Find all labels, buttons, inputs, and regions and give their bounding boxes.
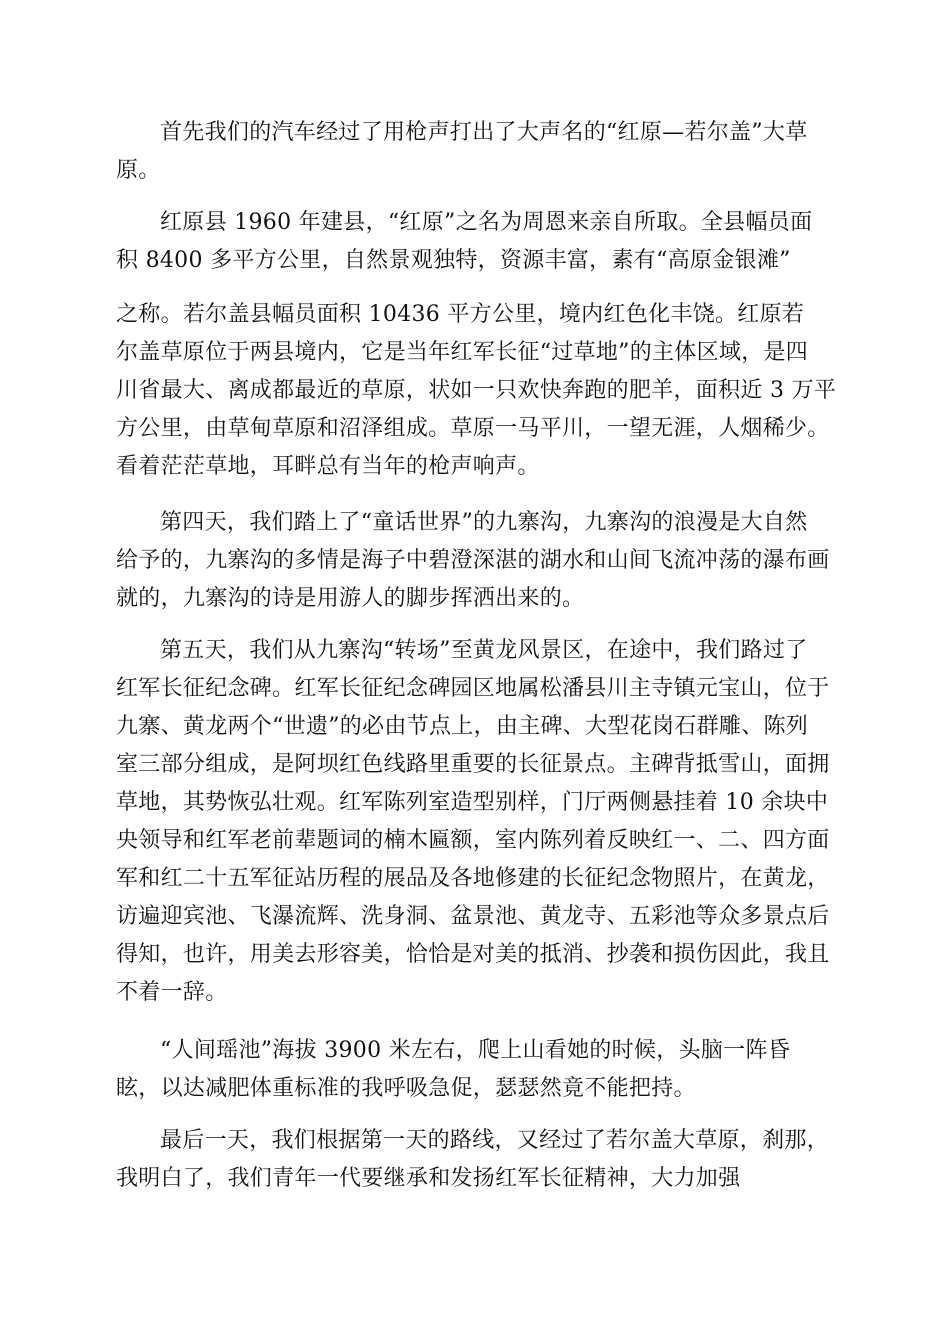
text-line: 最后一天，我们根据第一天的路线，又经过了若尔盖大草原，刹那， <box>160 1128 830 1153</box>
text-line: 央领导和红军老前辈题词的楠木匾额，室内陈列着反映红一、二、四方面 <box>116 828 830 853</box>
text-line: 不着一辞。 <box>116 980 228 1005</box>
text-line: 我明白了，我们青年一代要继承和发扬红军长征精神，大力加强 <box>116 1166 741 1191</box>
text-line: 方公里，由草甸草原和沼泽组成。草原一马平川，一望无涯，人烟稀少。 <box>116 416 830 441</box>
text-line: 得知，也许，用美去形容美，恰恰是对美的抵消、抄袭和损伤因此，我且 <box>116 942 830 967</box>
paragraph-day-five-huanglong <box>116 632 838 1012</box>
text-line: 草地，其势恢弘壮观。红军陈列室造型别样，门厅两侧悬挂着 10 余块中 <box>116 790 829 815</box>
text-line: 眩，以达减肥体重标准的我呼吸急促，瑟瑟然竟不能把持。 <box>116 1076 696 1101</box>
paragraph-zoige-grassland <box>116 296 838 486</box>
text-line: 之称。若尔盖县幅员面积 10436 平方公里，境内红色化丰饶。红原若 <box>116 302 805 327</box>
text-line: 军和红二十五军征站历程的展品及各地修建的长征纪念物照片，在黄龙， <box>116 866 830 891</box>
text-line: 看着茫茫草地，耳畔总有当年的枪声响声。 <box>116 454 540 479</box>
text-line: 给予的，九寨沟的多情是海子中碧澄深湛的湖水和山间飞流冲荡的瀑布画 <box>116 548 830 573</box>
text-line: 川省最大、离成都最近的草原，状如一只欢快奔跑的肥羊，面积近 3 万平 <box>116 378 837 403</box>
text-line: 原。 <box>116 158 161 183</box>
text-line: 九寨、黄龙两个“世遗”的必由节点上，由主碑、大型花岗石群雕、陈列 <box>116 714 809 739</box>
text-line: 首先我们的汽车经过了用枪声打出了大声名的“红原—若尔盖”大草 <box>160 120 808 145</box>
text-line: 第五天，我们从九寨沟“转场”至黄龙风景区，在途中，我们路过了 <box>160 638 808 663</box>
text-line: 就的，九寨沟的诗是用游人的脚步挥洒出来的。 <box>116 586 585 611</box>
paragraph-last-day <box>116 1122 838 1198</box>
text-line: 积 8400 多平方公里，自然景观独特，资源丰富，素有“高原金银滩” <box>116 248 791 273</box>
paragraph-hongyuan-county <box>116 204 838 280</box>
text-line: 室三部分组成，是阿坝红色线路里重要的长征景点。主碑背抵雪山，面拥 <box>116 752 830 777</box>
text-line: 红原县 1960 年建县，“红原”之名为周恩来亲自所取。全县幅员面 <box>160 210 813 235</box>
text-line: “人间瑶池”海拔 3900 米左右，爬上山看她的时候，头脑一阵昏 <box>160 1038 791 1063</box>
paragraph-grassland-intro <box>116 114 838 190</box>
text-line: 访遍迎宾池、飞瀑流辉、洗身洞、盆景池、黄龙寺、五彩池等众多景点后 <box>116 904 830 929</box>
paragraph-day-four-jiuzhaigou <box>116 504 838 618</box>
text-line: 第四天，我们踏上了“童话世界”的九寨沟，九寨沟的浪漫是大自然 <box>160 510 808 535</box>
paragraph-yaochi <box>116 1032 838 1108</box>
text-line: 红军长征纪念碑。红军长征纪念碑园区地属松潘县川主寺镇元宝山，位于 <box>116 676 830 701</box>
text-line: 尔盖草原位于两县境内，它是当年红军长征“过草地”的主体区域，是四 <box>116 340 809 365</box>
